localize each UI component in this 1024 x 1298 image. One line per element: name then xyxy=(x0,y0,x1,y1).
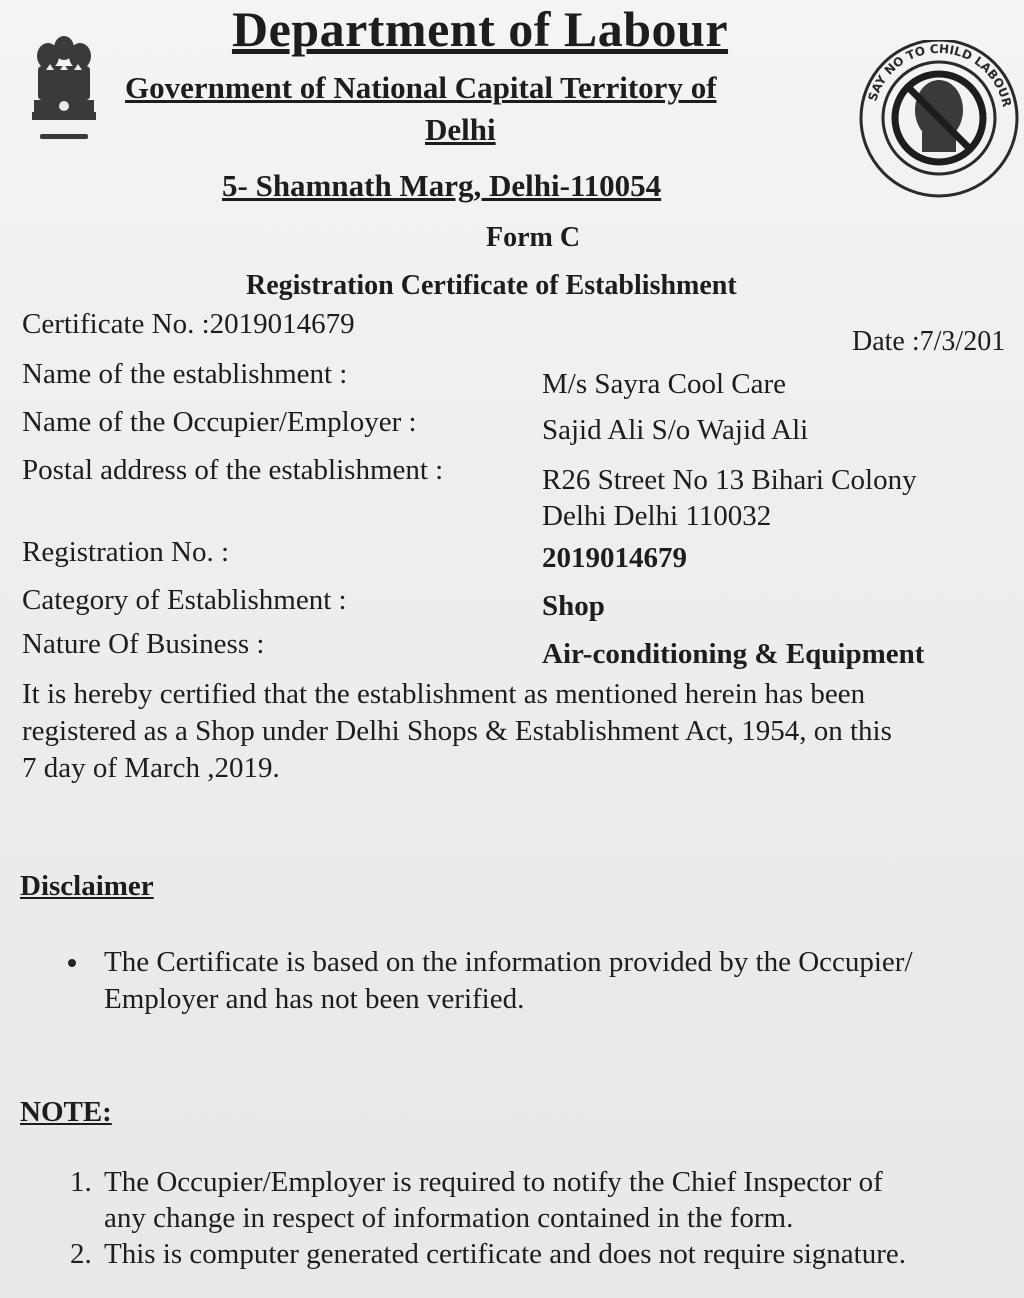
category-value: Shop xyxy=(542,590,605,622)
note-line: The Occupier/Employer is required to notify the Chief Inspector of xyxy=(104,1166,883,1198)
establishment-label: Name of the establishment : xyxy=(22,358,348,390)
certification-line: It is hereby certified that the establishment as mentioned herein has been xyxy=(22,678,866,710)
note-number: 1. xyxy=(70,1166,92,1198)
note-line: any change in respect of information contained in the form. xyxy=(104,1202,794,1234)
disclaimer-heading: Disclaimer xyxy=(20,870,154,902)
certificate-date: Date :7/3/201 xyxy=(852,326,1006,357)
registration-label: Registration No. : xyxy=(22,536,230,568)
department-title: Department of Labour xyxy=(231,1,729,57)
registration-value: 2019014679 xyxy=(542,542,687,574)
certification-line: registered as a Shop under Delhi Shops & Establishment Act, 1954, on this xyxy=(22,715,892,747)
postal-address-label: Postal address of the establishment : xyxy=(22,454,444,486)
form-title: Form C xyxy=(486,222,581,253)
establishment-value: M/s Sayra Cool Care xyxy=(542,368,787,400)
note-heading: NOTE: xyxy=(20,1096,112,1128)
postal-address-line-1: R26 Street No 13 Bihari Colony xyxy=(542,464,917,496)
occupier-value: Sajid Ali S/o Wajid Ali xyxy=(542,414,809,446)
disclaimer-line: The Certificate is based on the information provided by the Occupier/ xyxy=(104,946,913,978)
certificate-number: Certificate No. :2019014679 xyxy=(22,308,355,340)
certification-line: 7 day of March ,2019. xyxy=(22,752,280,784)
government-line-1: Government of National Capital Territory of xyxy=(125,70,717,105)
bullet-icon xyxy=(68,959,76,967)
note-line: This is computer generated certificate and does not require signature. xyxy=(104,1238,907,1270)
department-address: 5- Shamnath Marg, Delhi-110054 xyxy=(222,168,662,203)
child-labour-seal-icon xyxy=(844,40,1024,200)
postal-address-line-2: Delhi Delhi 110032 xyxy=(542,500,772,532)
seal-text: SAY NO TO CHILD LABOUR xyxy=(865,41,1015,109)
national-emblem-icon xyxy=(24,26,104,156)
certification-text xyxy=(22,676,1024,787)
nature-label: Nature Of Business : xyxy=(22,628,265,660)
category-label: Category of Establishment : xyxy=(22,584,347,616)
note-number: 2. xyxy=(70,1238,92,1270)
nature-value: Air-conditioning & Equipment xyxy=(542,638,925,670)
occupier-label: Name of the Occupier/Employer : xyxy=(22,406,417,438)
certificate-heading: Registration Certificate of Establishment xyxy=(246,270,737,301)
government-line-2: Delhi xyxy=(425,112,496,147)
disclaimer-line: Employer and has not been verified. xyxy=(104,983,525,1015)
